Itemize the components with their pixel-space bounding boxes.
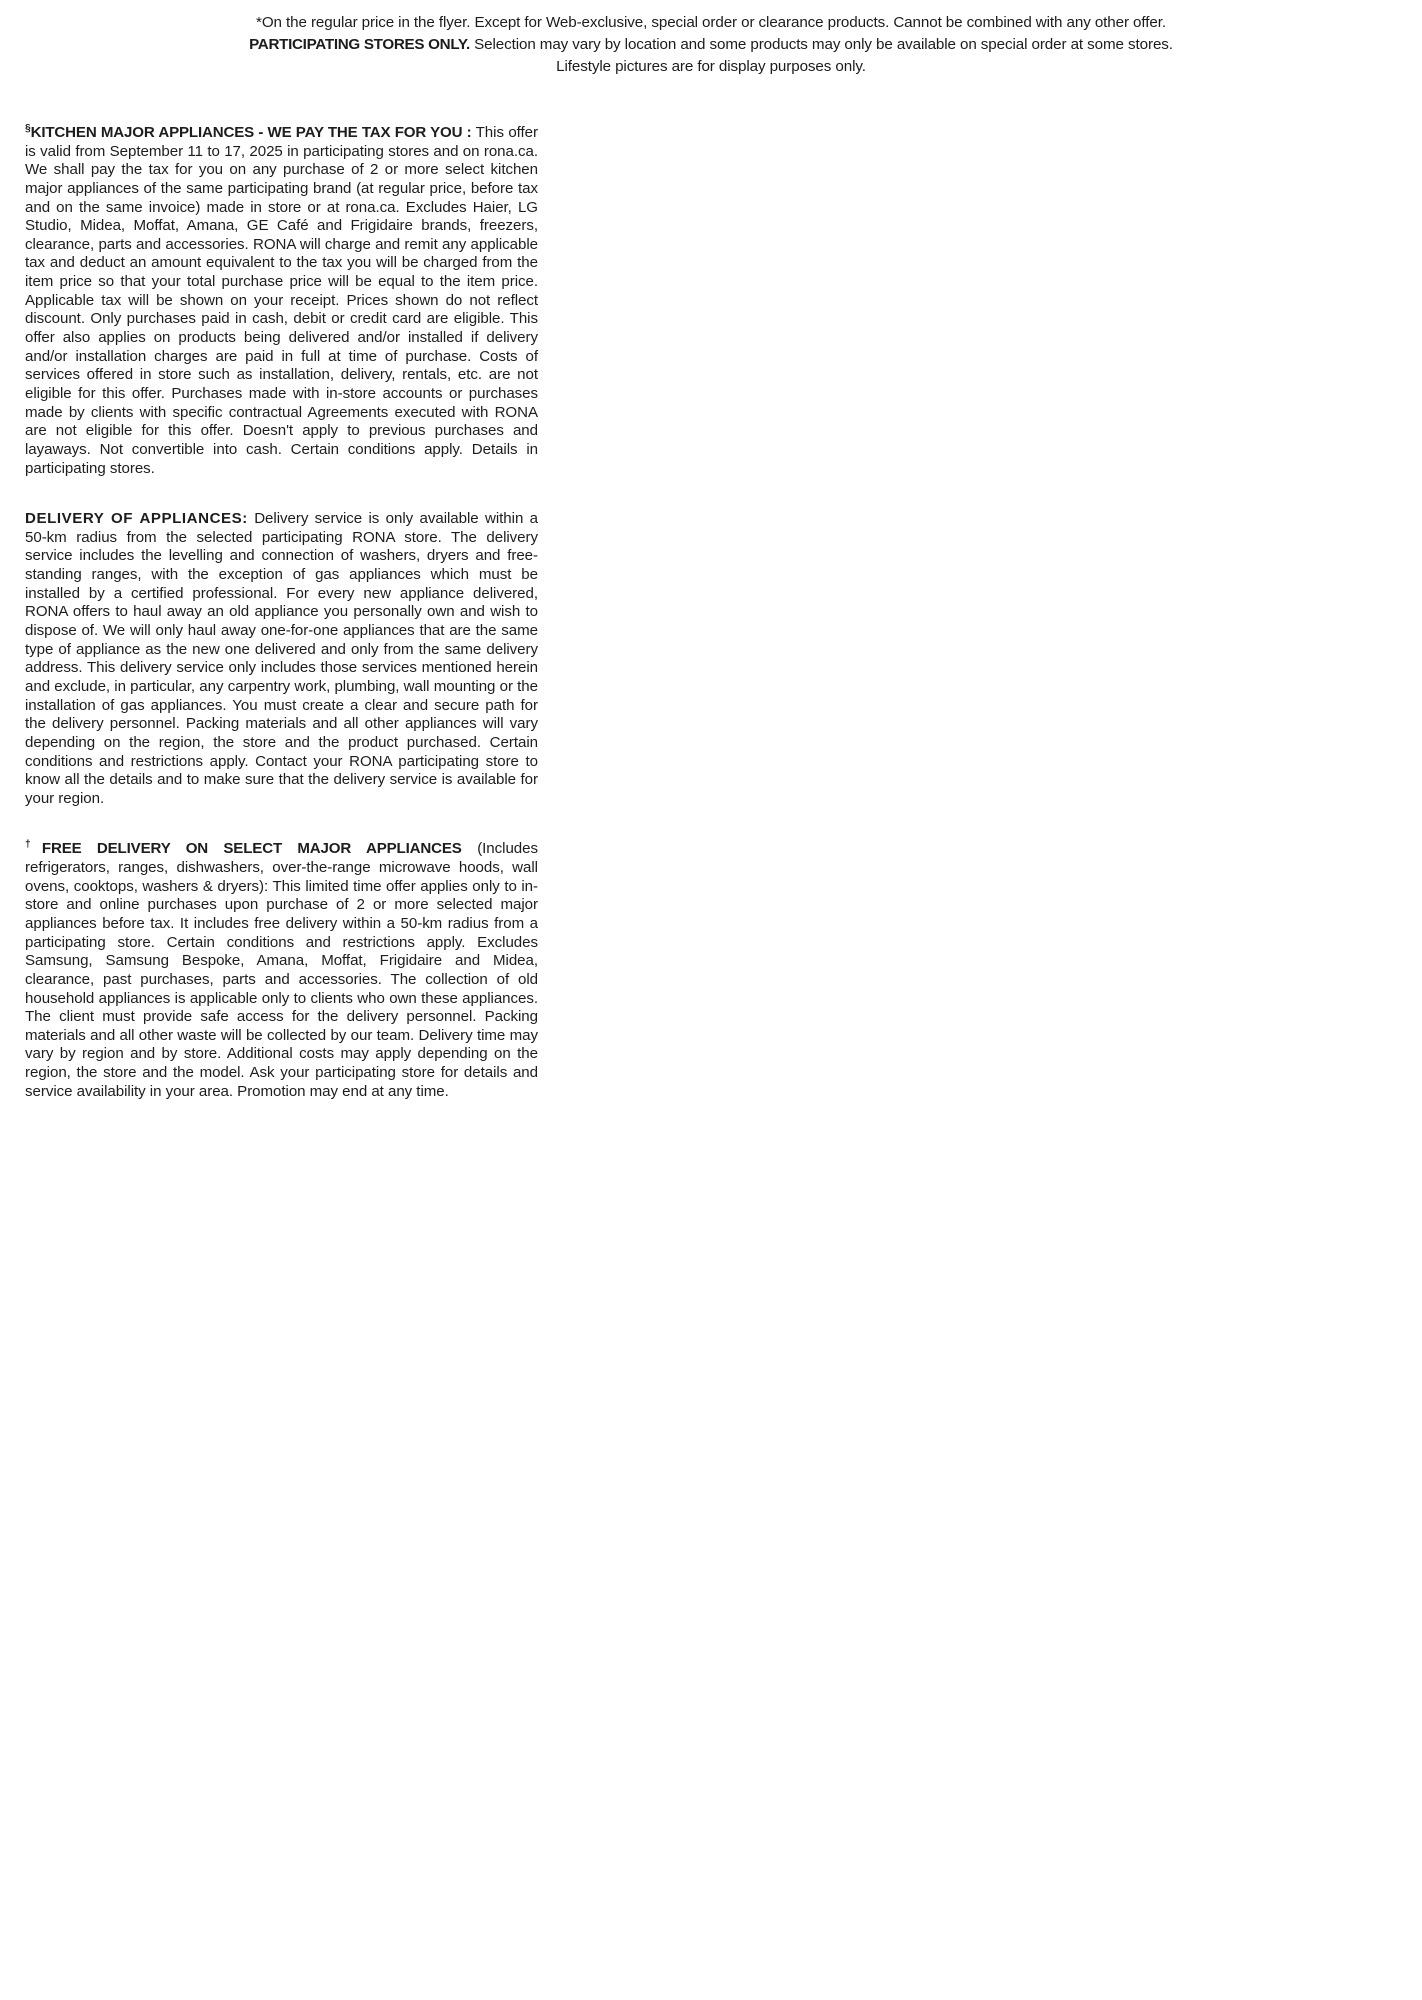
footnote-marker-dagger: † — [25, 839, 42, 851]
terms-section-free-delivery — [25, 840, 538, 1101]
section-body-delivery: Delivery service is only available within a 50-km radius from the selected participating RONA store. The delivery service includes the levelling and connection of washers, dryers and free-standing ranges, with the exception of gas appliances which must be installed by a certified professional. For every new appliance delivered, RONA offers to haul away an old appliance you personally own and wish to dispose of. We will only haul away one-for-one appliances that are the same type of appliance as the new one delivered and only from the same delivery address. This delivery service only includes those services mentioned herein and exclude, in particular, any carpentry work, plumbing, wall mounting or the installation of gas appliances. You must create a clear and secure path for the delivery personnel. Packing materials and all other appliances will vary depending on the region, the store and the product purchased. Certain conditions and restrictions apply. Contact your RONA participating store to know all the details and to make sure that the delivery service is available for your region. — [25, 510, 538, 807]
section-heading-tax — [25, 124, 472, 141]
flyer-legal-header — [0, 12, 1422, 79]
section-body-tax: This offer is valid from September 11 to 17, 2025 in participating stores and on rona.ca. We shall pay the tax for you on any purchase of 2 or more select kitchen major appliances of the same participating brand (at regular price, before tax and on the same invoice) made in store or at rona.ca. Excludes Haier, LG Studio, Midea, Moffat, Amana, GE Café and Frigidaire brands, freezers, clearance, parts and accessories. RONA will charge and remit any applicable tax and deduct an amount equivalent to the tax you will be charged from the item price so that your total purchase price will be equal to the item price. Applicable tax will be shown on your receipt. Prices shown do not reflect discount. Only purchases paid in cash, debit or credit card are eligible. This offer also applies on products being delivered and/or installed if delivery and/or installation charges are paid in full at time of purchase. Costs of services offered in store such as installation, delivery, rentals, etc. are not eligible for this offer. Purchases made with in-store accounts or purchases made by clients with specific contractual Agreements executed with RONA are not eligible for this offer. Doesn't apply to previous purchases and layaways. Not convertible into cash. Certain conditions apply. Details in participating stores. — [25, 124, 538, 477]
footnote-marker-section-sign: § — [25, 122, 31, 134]
section-heading-delivery: DELIVERY OF APPLIANCES: — [25, 510, 248, 528]
legal-header-line-2 — [0, 34, 1422, 56]
section-heading-tax-text: KITCHEN MAJOR APPLIANCES - WE PAY THE TAX FOR YOU : — [30, 124, 472, 141]
terms-section-delivery-of-appliances — [25, 510, 538, 808]
terms-section-kitchen-major-appliances-tax — [25, 124, 538, 478]
legal-header-line-3-text: Lifestyle pictures are for display purposes only. — [556, 58, 866, 76]
section-body-free-delivery: (Includes refrigerators, ranges, dishwashers, over-the-range microwave hoods, wall ovens, cooktops, washers & dryers): This limited time offer applies only to in-store and online purchases upon purchase of 2 or more selected major appliances before tax. It includes free delivery within a 50-km radius from a participating store. Certain conditions and restrictions apply. Excludes Samsung, Samsung Bespoke, Amana, Moffat, Frigidaire and Midea, clearance, past purchases, parts and accessories. The collection of old household appliances is applicable only to clients who own these appliances. The client must provide safe access for the delivery personnel. Packing materials and all other waste will be collected by our team. Delivery time may vary by region and by store. Additional costs may apply depending on the region, the store and the model. Ask your participating store for details and service availability in your area. Promotion may end at any time. — [25, 840, 538, 1100]
section-heading-free-delivery-text: FREE DELIVERY ON SELECT MAJOR APPLIANCES — [41, 840, 462, 858]
legal-header-line-1 — [0, 12, 1422, 34]
legal-terms-column — [25, 124, 538, 1101]
legal-header-line-3 — [0, 56, 1422, 78]
section-heading-free-delivery — [25, 840, 462, 857]
participating-stores-only-label: PARTICIPATING STORES ONLY. — [249, 36, 470, 54]
legal-header-line-1-text: *On the regular price in the flyer. Except for Web-exclusive, special order or clearance products. Cannot be combined with any other offer. — [256, 14, 1166, 31]
legal-header-line-2-text: Selection may vary by location and some products may only be available on special order at some stores. — [469, 36, 1173, 54]
